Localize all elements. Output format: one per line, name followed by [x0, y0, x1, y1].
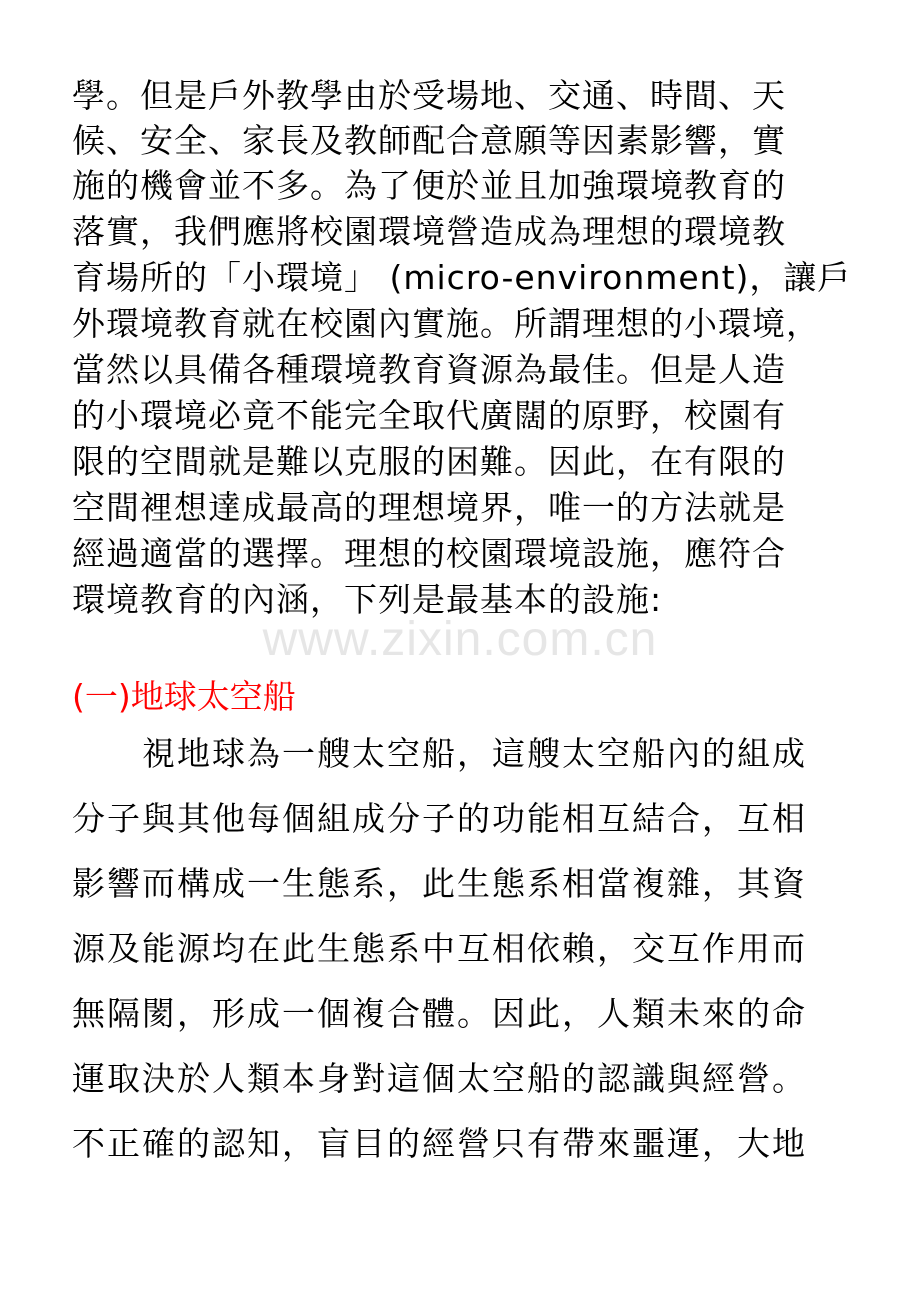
text-line: 限的空間就是難以克服的困難。因此，在有限的 [72, 442, 786, 481]
text-line: 無隔閡，形成一個複合體。因此，人類未來的命 [72, 994, 807, 1033]
text-line: 學。但是戶外教學由於受場地、交通、時間、天 [72, 76, 786, 115]
text-line: 視地球為一艘太空船，這艘太空船內的組成 [72, 734, 807, 773]
text-line: 候、安全、家長及教師配合意願等因素影響，實 [72, 121, 786, 160]
text-line: 運取決於人類本身對這個太空船的認識與經營。 [72, 1059, 807, 1098]
text-line: 的小環境必竟不能完全取代廣闊的原野，校園有 [72, 396, 786, 435]
text-line: 分子與其他每個組成分子的功能相互結合，互相 [72, 799, 807, 838]
text-line: 育場所的「小環境」 (micro-environment)，讓戶 [72, 258, 852, 297]
watermark: www.zixin.com.cn [262, 613, 658, 666]
text-line: 源及能源均在此生態系中互相依賴，交互作用而 [72, 929, 807, 968]
text-line: 落實，我們應將校園環境營造成為理想的環境教 [72, 212, 786, 251]
section-heading: (一)地球太空船 [72, 677, 296, 716]
text-line: 空間裡想達成最高的理想境界，唯一的方法就是 [72, 488, 786, 527]
text-line: 不正確的認知，盲目的經營只有帶來噩運，大地 [72, 1124, 807, 1163]
text-line: 環境教育的內涵，下列是最基本的設施: [72, 580, 663, 619]
text-line: 影響而構成一生態系，此生態系相當複雜，其資 [72, 864, 807, 903]
text-line: 施的機會並不多。為了便於並且加強環境教育的 [72, 166, 786, 205]
text-line: 經過適當的選擇。理想的校園環境設施，應符合 [72, 534, 786, 573]
text-line: 外環境教育就在校園內實施。所謂理想的小環境， [72, 304, 820, 343]
text-line: 當然以具備各種環境教育資源為最佳。但是人造 [72, 350, 786, 389]
